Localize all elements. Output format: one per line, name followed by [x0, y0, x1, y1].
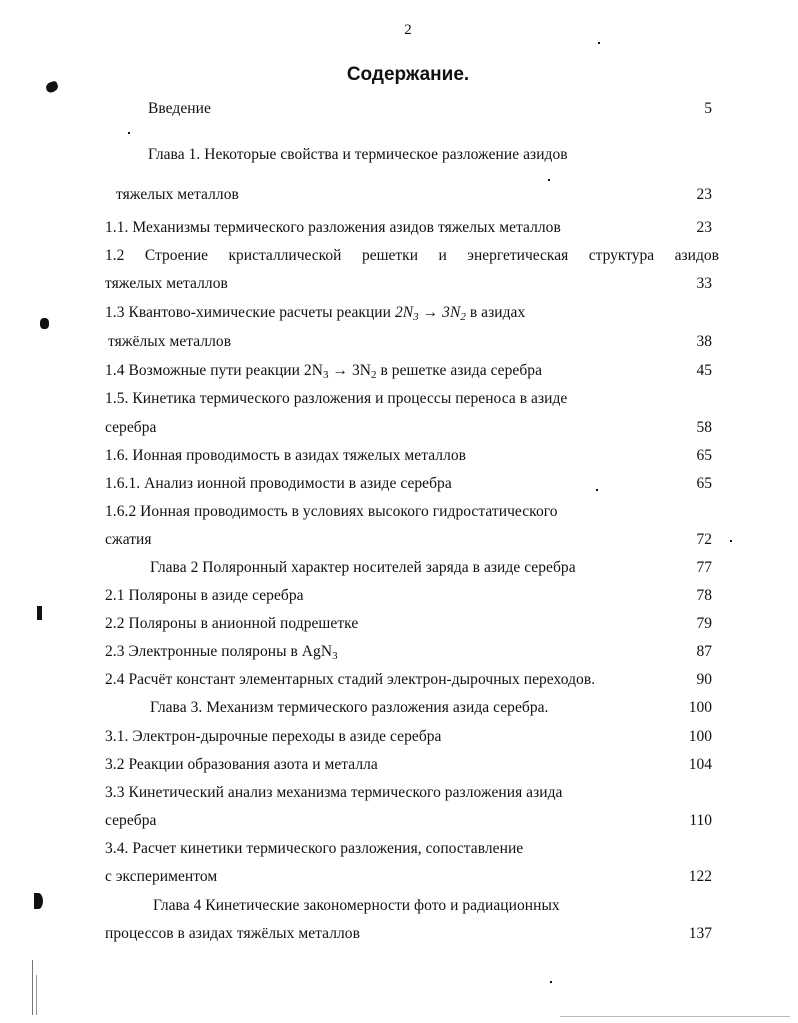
- scan-speck: [32, 960, 33, 1015]
- toc-page-3-3: 110: [689, 812, 712, 829]
- toc-entry-2-3: 2.3 Электронные поляроны в AgN$_3$: [105, 643, 338, 662]
- toc-entry-3-3-line1: 3.3 Кинетический анализ механизма термического разложения азида: [105, 784, 563, 801]
- toc-entry-2-2: 2.2 Поляроны в анионной подрешетке: [105, 615, 359, 632]
- word: энергетическая: [467, 247, 569, 264]
- toc-page-3-4: 122: [688, 868, 712, 885]
- toc-page-2-4: 90: [696, 671, 712, 688]
- toc-entry-1-3-line2: тяжёлых металлов: [108, 333, 232, 350]
- toc-entry-1-5-line2: серебра: [105, 419, 157, 436]
- toc-entry-3-4-line2: с экспериментом: [105, 868, 218, 885]
- scan-speck: [596, 489, 598, 491]
- toc-page-1-6-1: 65: [696, 475, 712, 492]
- scan-speck: [730, 540, 732, 542]
- toc-entry-1-6-2-line2: сжатия: [105, 531, 152, 548]
- toc-page-3-1: 100: [688, 728, 712, 745]
- scan-speck: [128, 132, 130, 134]
- scan-speck: [34, 893, 43, 909]
- scan-speck: [560, 1016, 790, 1017]
- toc-entry-1-6-2-line1: 1.6.2 Ионная проводимость в условиях высокого гидростатического: [105, 503, 558, 520]
- toc-page-ch3: 100: [688, 699, 712, 716]
- page-number: 2: [404, 22, 412, 38]
- toc-page-1-2: 33: [696, 275, 712, 292]
- toc-entry-2-4: 2.4 Расчёт констант элементарных стадий электрон-дырочных переходов.: [105, 671, 596, 688]
- toc-page-intro: 5: [704, 100, 712, 117]
- toc-page-ch4: 137: [688, 925, 712, 942]
- toc-page-2-2: 79: [696, 615, 712, 632]
- toc-page-1-3: 38: [696, 333, 712, 350]
- word: кристаллической: [228, 247, 342, 264]
- toc-page-3-2: 104: [688, 756, 712, 773]
- word: Строение: [144, 247, 209, 264]
- toc-entry-ch4-line1: Глава 4 Кинетические закономерности фото и радиационных: [153, 897, 560, 914]
- toc-entry-1-2-line1: [105, 247, 719, 265]
- toc-entry-1-1: 1.1. Механизмы термического разложения азидов тяжелых металлов: [105, 219, 561, 236]
- toc-entry-ch3: Глава 3. Механизм термического разложения азида серебра.: [150, 699, 549, 716]
- scan-speck: [40, 318, 49, 329]
- toc-entry-2-1: 2.1 Поляроны в азиде серебра: [105, 587, 304, 604]
- word: решетки: [361, 247, 418, 264]
- toc-entry-ch1-line1: Глава 1. Некоторые свойства и термическое разложение азидов: [148, 146, 568, 163]
- toc-entry-ch2: Глава 2 Поляронный характер носителей заряда в азиде серебра: [150, 559, 576, 576]
- toc-entry-1-3-line1: 1.3 Квантово-химические расчеты реакции $2N_3 \to 3N_2$ в азидах: [105, 304, 526, 323]
- scan-speck: [37, 606, 42, 620]
- word: структура: [588, 247, 655, 264]
- word: и: [438, 247, 447, 264]
- toc-entry-intro: Введение: [148, 100, 211, 117]
- toc-page-1-1: 23: [696, 219, 712, 236]
- word: 1.2: [105, 247, 125, 264]
- scan-speck: [598, 42, 600, 44]
- toc-entry-1-6-1: 1.6.1. Анализ ионной проводимости в азиде серебра: [105, 475, 452, 492]
- word: азидов: [674, 247, 719, 264]
- toc-page-1-6-2: 72: [696, 531, 712, 548]
- toc-entry-1-2-line2: тяжелых металлов: [105, 275, 228, 292]
- toc-entry-1-5-line1: 1.5. Кинетика термического разложения и процессы переноса в азиде: [105, 390, 568, 407]
- toc-entry-1-6: 1.6. Ионная проводимость в азидах тяжелых металлов: [105, 447, 467, 464]
- toc-entry-3-3-line2: серебра: [105, 812, 157, 829]
- toc-page-1-6: 65: [696, 447, 712, 464]
- toc-page-1-5: 58: [696, 419, 712, 436]
- toc-page-ch2: 77: [696, 559, 712, 576]
- scan-speck: [550, 981, 552, 983]
- toc-entry-3-1: 3.1. Электрон-дырочные переходы в азиде серебра: [105, 728, 442, 745]
- toc-page-2-1: 78: [696, 587, 712, 604]
- toc-entry-3-4-line1: 3.4. Расчет кинетики термического разложения, сопоставление: [105, 840, 524, 857]
- scan-speck: [36, 975, 37, 1015]
- page-title: Содержание.: [346, 64, 470, 85]
- toc-entry-3-2: 3.2 Реакции образования азота и металла: [105, 756, 378, 773]
- toc-page-2-3: 87: [696, 643, 712, 660]
- toc-entry-1-4: 1.4 Возможные пути реакции $2N_3 \to 3N_2$ в решетке азида серебра: [105, 362, 543, 381]
- scan-speck: [548, 179, 550, 181]
- toc-entry-ch4-line2: процессов в азидах тяжёлых металлов: [105, 925, 360, 942]
- toc-entry-ch1-line2: тяжелых металлов: [116, 186, 239, 203]
- toc-page-ch1: 23: [696, 186, 712, 203]
- toc-page-1-4: 45: [696, 362, 712, 379]
